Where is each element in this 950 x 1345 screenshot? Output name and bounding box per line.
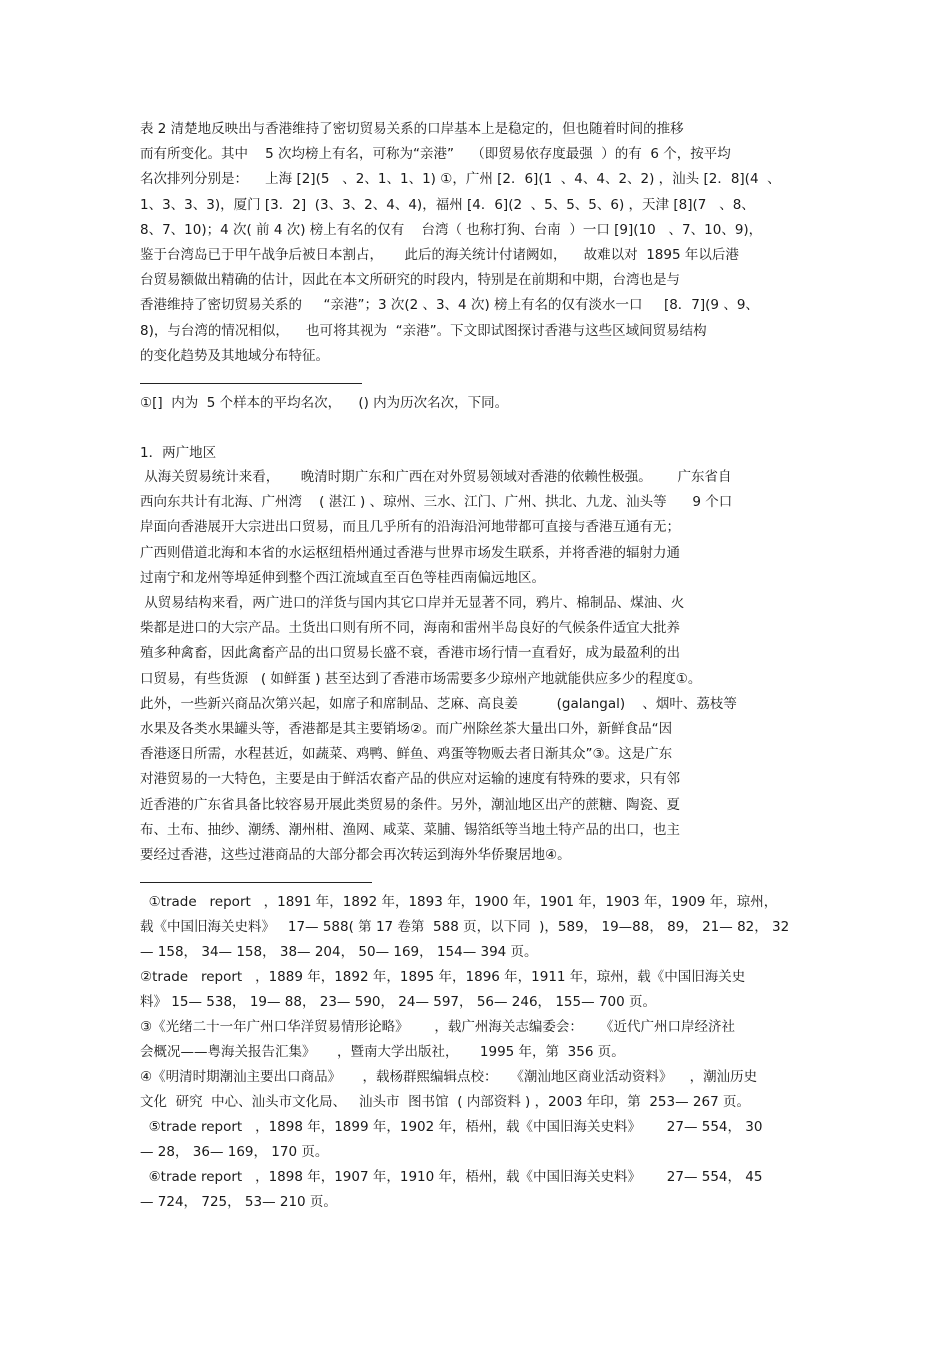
paragraph3-line: 香港逐日所需，水程甚近，如蔬菜、鸡鸭、鲜鱼、鸡蛋等物贩去者日渐其众”③。这是广东 [140,746,673,763]
paragraph1-line: 而有所变化。其中 5 次均榜上有名，可称为“亲港” （即贸易依存度最强 ）的有 6 个，按平均 [140,146,731,163]
paragraph1-line: 表 2 清楚地反映出与香港维持了密切贸易关系的口岸基本上是稳定的，但也随着时间的推移 [140,121,684,137]
footnote-line: ②trade report ，1889 年，1892 年，1895 年，1896 年，1911 年，琼州，载《中国旧海关史 [140,969,746,985]
paragraph1-line: 8、7、10)；4 次( 前 4 次) 榜上有名的仅有 台湾（ 也称打狗、台南 ）一口 [9](10 、7、10、9)， [140,221,763,238]
paragraph3-line: 对港贸易的一大特色，主要是由于鲜活农畜产品的供应对运输的速度有特殊的要求，只有邻 [140,771,680,788]
paragraph2-line: 岸面向香港展开大宗进出口贸易，而且几乎所有的沿海沿河地带都可直接与香港互通有无； [140,519,680,536]
paragraph3-line: 从贸易结构来看，两广进口的洋货与国内其它口岸并无显著不同，鸦片、棉制品、煤油、火 [140,595,685,611]
footnote-line: — 724， 725， 53— 210 页。 [140,1194,337,1210]
paragraph3-line: 口贸易，有些货源 ( 如鲜蛋 ) 甚至达到了香港市场需要多少琼州产地就能供应多少的程度①。 [140,670,702,687]
footnote-line: ③《光绪二十一年广州口华洋贸易情形论略》 ，载广州海关志编委会： 《近代广州口岸经济社 [140,1019,736,1035]
paragraph3-line: 布、土布、抽纱、潮绣、潮州柑、渔网、咸菜、菜脯、锡箔纸等当地土特产品的出口，也主 [140,821,680,838]
footnote-line: 文化 研究 中心、汕头市文化局、 汕头市 图书馆 ( 内部资料 ) ，2003 年印，第 253— 267 页。 [140,1094,750,1110]
footnote-line: — 28， 36— 169， 170 页。 [140,1144,329,1160]
footnote-line: 会概况——粤海关报告汇集》 ，暨南大学出版社， 1995 年，第 356 页。 [140,1044,625,1060]
footnote-line: ⑤trade report ，1898 年，1899 年，1902 年，梧州，载《中国旧海关史料》 27— 554， 30 [140,1119,763,1135]
footnote-line: 料》 15— 538， 19— 88， 23— 590， 24— 597， 56— 246， 155— 700 页。 [140,994,656,1010]
paragraph1-line: 1、3、3、3)，厦门 [3．2] (3、3、2、4、4)，福州 [4．6](2 、5、5、5、6) ，天津 [8](7 、8、 [140,196,755,213]
paragraph1-line: 8)，与台湾的情况相似， 也可将其视为 “亲港”。下文即试图探讨香港与这些区域间贸易结构 [140,322,707,339]
paragraph3-line: 近香港的广东省具备比较容易开展此类贸易的条件。另外，潮汕地区出产的蔗糖、陶瓷、夏 [140,796,680,813]
paragraph3-line: 柴都是进口的大宗产品。土货出口则有所不同，海南和雷州半岛良好的气候条件适宜大批养 [140,620,680,637]
paragraph2-line: 西向东共计有北海、广州湾 ( 湛江 ) 、琼州、三水、江门、广州、拱北、九龙、汕头等 9 个口 [140,494,733,511]
footnote-line: ⑥trade report ，1898 年，1907 年，1910 年，梧州，载《中国旧海关史料》 27— 554， 45 [140,1169,763,1185]
paragraph2-line: 从海关贸易统计来看， 晚清时期广东和广西在对外贸易领域对香港的依赖性极强。 广东省自 [140,469,732,485]
footnote-divider [140,383,362,384]
paragraph3-line: 水果及各类水果罐头等，香港都是其主要销场②。而广州除丝茶大量出口外，新鲜食品“因 [140,721,673,737]
paragraph1-line: 台贸易额做出精确的估计，因此在本文所研究的时段内，特别是在前期和中期，台湾也是与 [140,272,680,289]
footnote-ranking-note: ①[] 内为 5 个样本的平均名次， () 内为历次名次，下同。 [140,395,509,411]
footnote-divider [140,882,372,883]
section-heading: 1．两广地区 [140,445,217,461]
footnote-line: 载《中国旧海关史料》 17— 588( 第 17 卷第 588 页，以下同 )，589， 19—88， 89， 21— 82， 32 [140,919,790,935]
paragraph3-line: 殖多种禽畜，因此禽畜产品的出口贸易长盛不衰，香港市场行情一直看好，成为最盈利的出 [140,645,680,662]
paragraph3-line: 要经过香港，这些过港商品的大部分都会再次转运到海外华侨聚居地④。 [140,847,571,863]
paragraph1-line: 名次排列分别是： 上海 [2](5 、2、1、1、1) ①，广州 [2．6](1 、4、4、2、2) ，汕头 [2．8](4 、 [140,171,781,188]
paragraph1-line: 香港维持了密切贸易关系的 “亲港”；3 次(2 、3、4 次) 榜上有名的仅有淡水一口 [8．7](9 、9、 [140,297,759,314]
paragraph2-line: 广西则借道北海和本省的水运枢纽梧州通过香港与世界市场发生联系，并将香港的辐射力通 [140,544,680,561]
paragraph1-line: 的变化趋势及其地域分布特征。 [140,347,329,364]
paragraph3-line: 此外，一些新兴商品次第兴起，如席子和席制品、芝麻、高良姜 (galangal) 、烟叶、荔枝等 [140,695,737,712]
paragraph1-line: 鉴于台湾岛已于甲午战争后被日本割占， 此后的海关统计付诸阙如， 故难以对 1895 年以后港 [140,247,739,263]
footnote-line: ①trade report ，1891 年，1892 年，1893 年，1900 年，1901 年，1903 年，1909 年，琼州， [140,894,778,910]
footnote-line: — 158， 34— 158， 38— 204， 50— 169， 154— 394 页。 [140,944,538,960]
paragraph2-line: 过南宁和龙州等埠延伸到整个西江流域直至百色等桂西南偏远地区。 [140,569,545,586]
footnote-line: ④《明清时期潮汕主要出口商品》 ，载杨群熙编辑点校： 《潮汕地区商业活动资料》 ，潮汕历史 [140,1069,758,1085]
